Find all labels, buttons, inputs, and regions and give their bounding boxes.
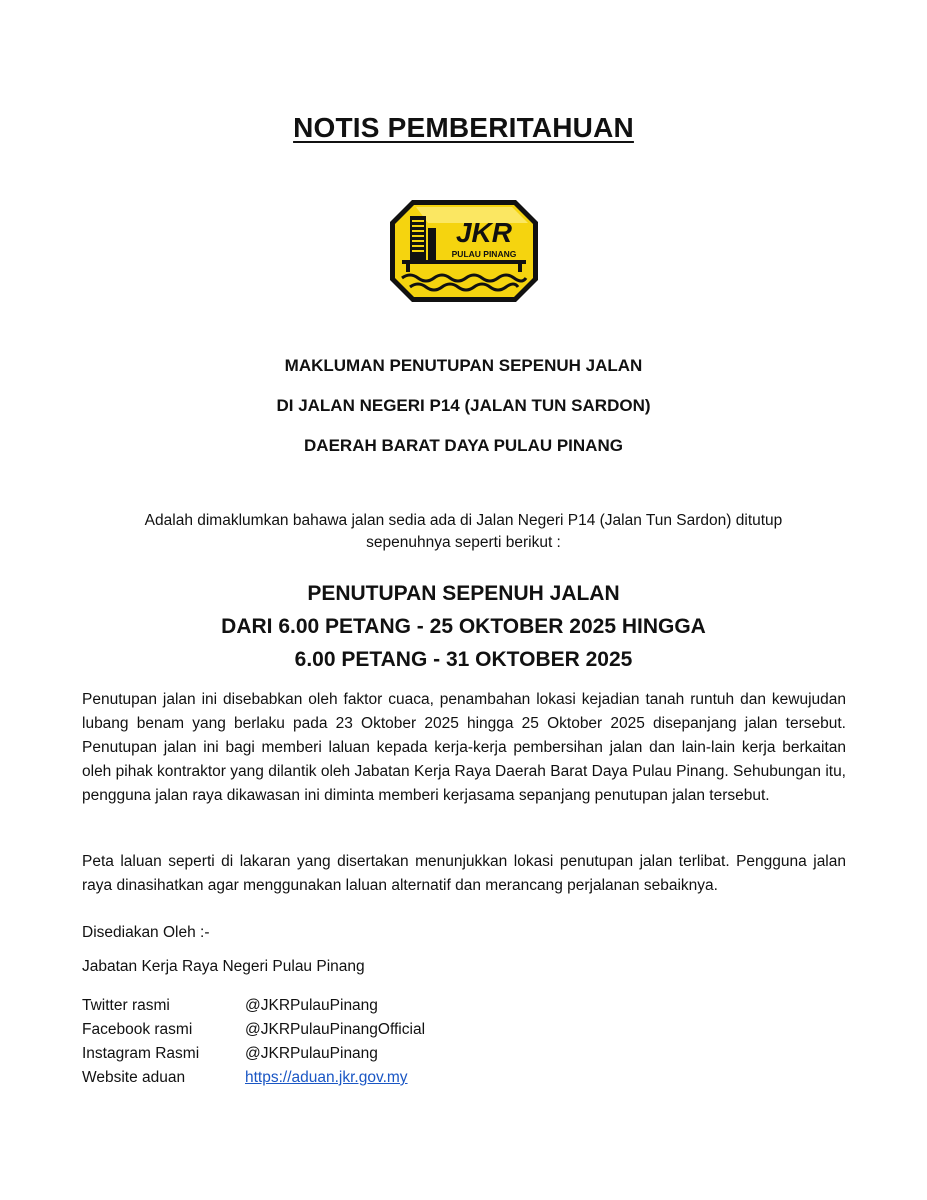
contact-row-facebook bbox=[82, 1018, 425, 1042]
contact-value: @JKRPulauPinang bbox=[245, 997, 378, 1014]
complaint-website-link[interactable]: https://aduan.jkr.gov.my bbox=[245, 1069, 408, 1086]
contact-row-website bbox=[82, 1066, 425, 1090]
prepared-by-organisation: Jabatan Kerja Raya Negeri Pulau Pinang bbox=[82, 958, 365, 975]
page-title: NOTIS PEMBERITAHUAN bbox=[293, 112, 634, 143]
closure-heading: PENUTUPAN SEPENUH JALAN bbox=[307, 582, 620, 605]
contact-label: Instagram Rasmi bbox=[82, 1045, 200, 1062]
logo-subtext: PULAU PINANG bbox=[451, 249, 517, 259]
prepared-by-label: Disediakan Oleh :- bbox=[82, 924, 210, 941]
contact-label: Website aduan bbox=[82, 1069, 186, 1086]
logo-text: JKR bbox=[455, 217, 513, 248]
contact-list bbox=[82, 994, 425, 1090]
contact-value: @JKRPulauPinangOfficial bbox=[245, 1021, 426, 1038]
contact-label: Twitter rasmi bbox=[82, 997, 170, 1014]
closure-start-date: DARI 6.00 PETANG - 25 OKTOBER 2025 HINGGA bbox=[221, 615, 706, 638]
contact-label: Facebook rasmi bbox=[82, 1021, 193, 1038]
subject-line-2: DI JALAN NEGERI P14 (JALAN TUN SARDON) bbox=[276, 396, 651, 415]
subject-line-1: MAKLUMAN PENUTUPAN SEPENUH JALAN bbox=[284, 356, 643, 375]
subject-line-3: DAERAH BARAT DAYA PULAU PINANG bbox=[304, 436, 623, 455]
contact-row-twitter bbox=[82, 994, 425, 1018]
contact-row-instagram bbox=[82, 1042, 425, 1066]
jkr-logo bbox=[388, 198, 540, 304]
closure-end-date: 6.00 PETANG - 31 OKTOBER 2025 bbox=[294, 648, 633, 671]
reason-paragraph: Penutupan jalan ini disebabkan oleh faktor cuaca, penambahan lokasi kejadian tanah runtuh dan kewujudan lubang benam yang berlaku pada 23 Oktober 2025 hingga 25 Oktober 2025 disepanjang jalan tersebut. Penutupan jalan ini bagi memberi laluan kepada kerja-kerja pembersihan jalan dan lain-lain kerja berkaitan oleh pihak kontraktor yang dilantik oleh Jabatan Kerja Raya Daerah Barat Daya Pulau Pinang. Sehubungan itu, pengguna jalan raya dikawasan ini diminta memberi kerjasama sepanjang penutupan jalan tersebut. bbox=[82, 691, 846, 804]
route-paragraph: Peta laluan seperti di lakaran yang disertakan menunjukkan lokasi penutupan jalan terlibat. Pengguna jalan raya dinasihatkan agar menggunakan laluan alternatif dan merancang perjalanan sebaiknya. bbox=[82, 853, 846, 894]
intro-text: Adalah dimaklumkan bahawa jalan sedia ada di Jalan Negeri P14 (Jalan Tun Sardon) ditutup sepenuhnya seperti berikut : bbox=[144, 512, 783, 551]
contact-value: @JKRPulauPinang bbox=[245, 1045, 378, 1062]
jkr-emblem-icon bbox=[388, 198, 540, 304]
